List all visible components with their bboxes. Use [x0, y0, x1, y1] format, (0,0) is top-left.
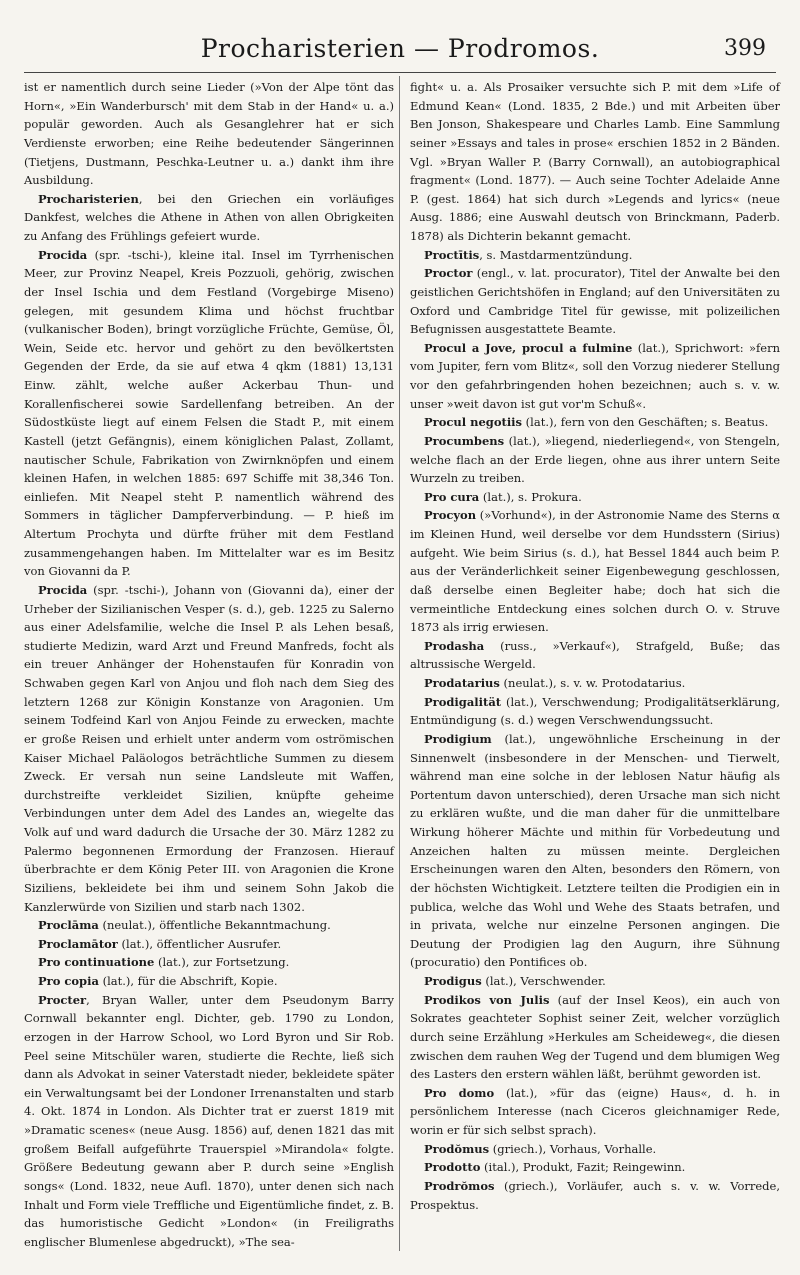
- left-column: [24, 78, 394, 1251]
- dictionary-entry: [24, 581, 394, 916]
- entry-text: (engl., v. lat. procurator), Titel der Anwalte bei den geistlichen Gerichtshöfen in England; auf den Universitäten zu Oxford und Cambridge Titel für gewisse, mit polizeilichen Befugnissen ausgestattete Beamte.: [410, 266, 780, 337]
- entry-text: (spr. -tschi-), Johann von (Giovanni da), einer der Urheber der Sizilianischen Vesper (s. d.), geb. 1225 zu Salerno aus einer Adelsfamilie, welche die Insel P. als Lehen besaß, studierte Medizin, ward Arzt und Freund Manfreds, focht als ein treuer Anhänger der Hohenstaufen für Konradin von Schwaben gegen Karl von Anjou und floh nach dem Sieg des letztern 1268 zur Königin Konstanze von Aragonien. Um seinem Todfeind Karl von Anjou Feinde zu erwecken, machte er große Reisen und erhielt unter anderm vom oströmischen Kaiser Michael Paläologos beträchtliche Summen zu diesem Zweck. Er versah nun seine Landsleute mit Waffen, durchstreifte verkleidet Sizilien, knüpfte geheime Verbindungen unter dem Adel des Landes an, wiegelte das Volk auf und ward dadurch die Ursache der 30. März 1282 zu Palermo begonnenen Ermordung der Franzosen. Hierauf überbrachte er dem König Peter III. von Aragonien die Krone Siziliens, bekleidete bei ihm und seinem Sohn Jakob die Kanzlerwürde von Sizilien und starb nach 1302.: [24, 582, 394, 914]
- entry-text: (ital.), Produkt, Fazit; Reingewinn.: [480, 1160, 686, 1175]
- entry-headword: Pro copia: [38, 974, 99, 988]
- entry-text: (lat.), fern von den Geschäften; s. Beatus.: [522, 415, 769, 430]
- entry-text: ist er namentlich durch seine Lieder (»Von der Alpe tönt das Horn«, »Ein Wanderbursch' mit dem Stab in der Hand« u. a.) populär geworden. Auch als Gesanglehrer hat er sich Verdienste erworben; eine Reihe bedeutender Sängerinnen (Tietjens, Dustmann, Peschka-Leutner u. a.) dankt ihm ihre Ausbildung.: [24, 80, 394, 188]
- dictionary-entry: [410, 506, 780, 636]
- right-column: [410, 78, 780, 1214]
- dictionary-entry: [410, 637, 780, 674]
- entry-text: (griech.), Vorhaus, Vorhalle.: [489, 1141, 657, 1156]
- entry-text: (lat.), für die Abschrift, Kopie.: [98, 974, 278, 988]
- entry-text: (neulat.), s. v. w. Protodatarius.: [499, 676, 686, 690]
- entry-headword: Prodigalität: [424, 694, 502, 709]
- entry-text: (griech.), Vorläufer, auch s. v. w. Vorrede, Prospektus.: [410, 1178, 780, 1212]
- entry-text: (lat.), »für das (eigne) Haus«, d. h. in persönlichem Interesse (nach Ciceros gleichnamiger Rede, worin er für sich selbst sprach).: [410, 1085, 780, 1137]
- dictionary-entry: [410, 413, 780, 432]
- entry-headword: Prodotto: [424, 1160, 481, 1175]
- dictionary-entry: [410, 78, 780, 246]
- entry-headword: Prodasha: [424, 638, 485, 653]
- entry-text: (lat.), s. Prokura.: [479, 489, 582, 504]
- entry-text: , bei den Griechen ein vorläufiges Dankfest, welches die Athene in Athen von allen Obrigkeiten zu Anfang des Frühlings gefeiert wurde.: [24, 191, 394, 243]
- page-header: [24, 34, 776, 74]
- dictionary-entry: [410, 1177, 780, 1214]
- entry-text: (lat.), »liegend, niederliegend«, von Stengeln, welche flach an der Erde liegen, ohne aus ihrer untern Seite Wurzeln zu treiben.: [410, 433, 780, 486]
- entry-headword: Prodigium: [424, 731, 492, 746]
- entry-headword: Procul a Jove, procul a fulmine: [424, 340, 633, 355]
- entry-text: (lat.), ungewöhnliche Erscheinung in der Sinnenwelt (insbesondere in der Menschen- und Tierwelt, während man eine solche in der leblosen Natur häufig als Portentum davon unterschied), deren Ursache man sich nicht zu erklären wußte, und die man daher für die unmittelbare Wirkung höherer Mächte und mithin für Vorbedeutung und Anzeichen halten zu müssen meinte. Dergleichen Erscheinungen waren den Alten, besonders den Römern, von der höchsten Wichtigkeit. Letztere teilten die Prodigien ein in publica, welche das Wohl und Wehe des Staats betrafen, und in privata, welche nur einzelne Personen angingen. Die Deutung der Prodigien lag den Augurn, ihre Sühnung (procuratio) den Pontifices ob.: [410, 731, 780, 970]
- page-number: 399: [724, 36, 766, 61]
- dictionary-entry: [24, 935, 394, 954]
- entry-headword: Prodigus: [424, 974, 482, 988]
- dictionary-entry: [410, 730, 780, 972]
- dictionary-entry: [410, 972, 780, 991]
- entry-headword: Prodatarius: [424, 676, 500, 690]
- dictionary-entry: [24, 78, 394, 190]
- dictionary-entry: [24, 246, 394, 581]
- dictionary-entry: [24, 916, 394, 935]
- dictionary-entry: [410, 339, 780, 414]
- entry-headword: Pro cura: [424, 489, 480, 504]
- entry-headword: Prodrŏmos: [424, 1178, 495, 1193]
- entry-text: fight« u. a. Als Prosaiker versuchte sich P. mit dem »Life of Edmund Kean« (Lond. 1835, 2 Bde.) und mit Arbeiten über Ben Jonson, Shakespeare und Charles Lamb. Eine Sammlung seiner »Essays and tales in prose« erschien 1852 in 2 Bänden. Vgl. »Bryan Waller P. (Barry Cornwall), an autobiographical fragment« (Lond. 1877). — Auch seine Tochter Adelaide Anne P. (gest. 1864) hat sich durch »Legends and lyrics« (neue Ausg. 1886; eine Auswahl deutsch von Brinckmann, Paderb. 1878) als Dichterin bekannt gemacht.: [410, 80, 780, 243]
- entry-headword: Prodŏmus: [424, 1141, 490, 1156]
- entry-headword: Pro domo: [424, 1085, 495, 1100]
- dictionary-entry: [410, 1140, 780, 1159]
- entry-text: (lat.), Verschwender.: [481, 974, 606, 988]
- entry-headword: Prodikos von Julis: [424, 992, 550, 1007]
- entry-headword: Procyon: [424, 508, 477, 523]
- dictionary-entry: [410, 991, 780, 1084]
- entry-text: (lat.), Verschwendung; Prodigalitätserklärung, Entmündigung (s. d.) wegen Verschwendungssucht.: [410, 694, 780, 728]
- dictionary-entry: [410, 674, 780, 693]
- dictionary-entry: [24, 972, 394, 991]
- entry-text: , Bryan Waller, unter dem Pseudonym Barry Cornwall bekannter engl. Dichter, geb. 1790 zu London, erzogen in der Harrow School, wo Lord Byron und Sir Rob. Peel seine Mitschüler waren, studierte die Rechte, ließ sich dann als Advokat in seiner Vaterstadt nieder, bekleidete später ein Verwaltungsamt bei der Londoner Irrenanstalten und starb 4. Okt. 1874 in London. Als Dichter trat er zuerst 1819 mit »Dramatic scenes« (neue Ausg. 1856) auf, denen 1821 das mit großem Beifall aufgeführte Trauerspiel »Mirandola« folgte. Größere Bedeutung gewann aber P. durch seine »English songs« (Lond. 1832, neue Aufl. 1870), unter denen sich nach Inhalt und Form viele Treffliche und Eigentümliche findet, z. B. das humoristische Gedicht »London« (in Freiligraths englischer Blumenlese abgedruckt), »The sea-: [24, 992, 394, 1249]
- entry-text: (auf der Insel Keos), ein auch von Sokrates geachteter Sophist seiner Zeit, welcher vorzüglich durch seine Erzählung »Herkules am Scheideweg«, die diesen zwischen dem rauhen Weg der Tugend und dem blumigen Weg des Lasters den erstern wählen läßt, berühmt geworden ist.: [410, 992, 780, 1082]
- entry-text: (spr. -tschi-), kleine ital. Insel im Tyrrhenischen Meer, zur Provinz Neapel, Kreis Pozzuoli, gehörig, zwischen der Insel Ischia und dem Festland (Vorgebirge Miseno) gelegen, mit gesundem Klima und höchst fruchtbar (vulkanischer Boden), bringt vorzügliche Früchte, Gemüse, Öl, Wein, Seide etc. hervor und gehört zu den bevölkertsten Gegenden der Erde, da sie auf etwa 4 qkm (1881) 13,131 Einw. zählt, welche außer Ackerbau Thun- und Korallenfischerei sowie Sardellenfang betreiben. An der Südostküste liegt auf einem Felsen die Stadt P., mit einem Kastell (jetzt Gefängnis), einem königlichen Palast, Zollamt, nautischer Schule, Fabrikation von Zwirnknöpfen und einem kleinen Hafen, in welchen 1885: 697 Schiffe mit 38,346 Ton. einliefen. Mit Neapel steht P. namentlich während des Sommers in täglicher Dampferverbindung. — P. hieß im Altertum Prochyta und dürfte früher mit dem Festland zusammengehangen haben. Im Mittelalter war es im Besitz von Giovanni da P.: [24, 247, 394, 579]
- column-divider: [399, 76, 400, 1251]
- dictionary-entry: [410, 432, 780, 488]
- entry-text: (lat.), öffentlicher Ausrufer.: [117, 936, 282, 951]
- dictionary-entry: [410, 264, 780, 339]
- dictionary-entry: [410, 1084, 780, 1140]
- entry-text: (lat.), Sprichwort: »fern vom Jupiter, fern vom Blitz«, soll den Vorzug niederer Stellung vor den gefahrbringenden hohen bezeichnen; auch s. v. w. unser »weit davon ist gut vor'm Schuß«.: [410, 340, 780, 411]
- entry-text: (russ., »Verkauf«), Strafgeld, Buße; das altrussische Wergeld.: [410, 638, 780, 672]
- entry-headword: Procida: [38, 582, 88, 597]
- entry-headword: Pro continuatione: [38, 955, 155, 970]
- running-title: Procharisterien — Prodromos.: [200, 34, 600, 63]
- entry-headword: Proclāma: [38, 918, 99, 933]
- entry-text: (neulat.), öffentliche Bekanntmachung.: [98, 918, 331, 933]
- entry-headword: Proctītis: [424, 247, 480, 262]
- entry-headword: Proctor: [424, 266, 473, 281]
- entry-text: (»Vorhund«), in der Astronomie Name des Sterns α im Kleinen Hund, weil derselbe vor dem Hundsstern (Sirius) aufgeht. Wie beim Sirius (s. d.), hat Bessel 1844 auch beim P. aus der Veränderlichkeit seiner Eigenbewegung geschlossen, daß derselbe einen Begleiter habe; doch hat sich die vermeintliche Entdeckung eines solchen durch O. v. Struve 1873 als irrig erwiesen.: [410, 508, 780, 635]
- entry-headword: Procumbens: [424, 433, 505, 448]
- entry-text: , s. Mastdarmentzündung.: [479, 247, 633, 262]
- entry-headword: Procul negotiis: [424, 415, 523, 430]
- dictionary-entry: [410, 693, 780, 730]
- entry-headword: Procter: [38, 992, 87, 1007]
- dictionary-entry: [410, 488, 780, 507]
- entry-headword: Proclamātor: [38, 936, 118, 951]
- header-rule: [24, 72, 776, 73]
- entry-text: (lat.), zur Fortsetzung.: [154, 955, 290, 970]
- dictionary-entry: [410, 1158, 780, 1177]
- entry-headword: Procharisterien: [38, 191, 139, 206]
- dictionary-entry: [410, 246, 780, 265]
- dictionary-entry: [24, 953, 394, 972]
- entry-headword: Procida: [38, 247, 88, 262]
- dictionary-entry: [24, 190, 394, 246]
- dictionary-entry: [24, 991, 394, 1252]
